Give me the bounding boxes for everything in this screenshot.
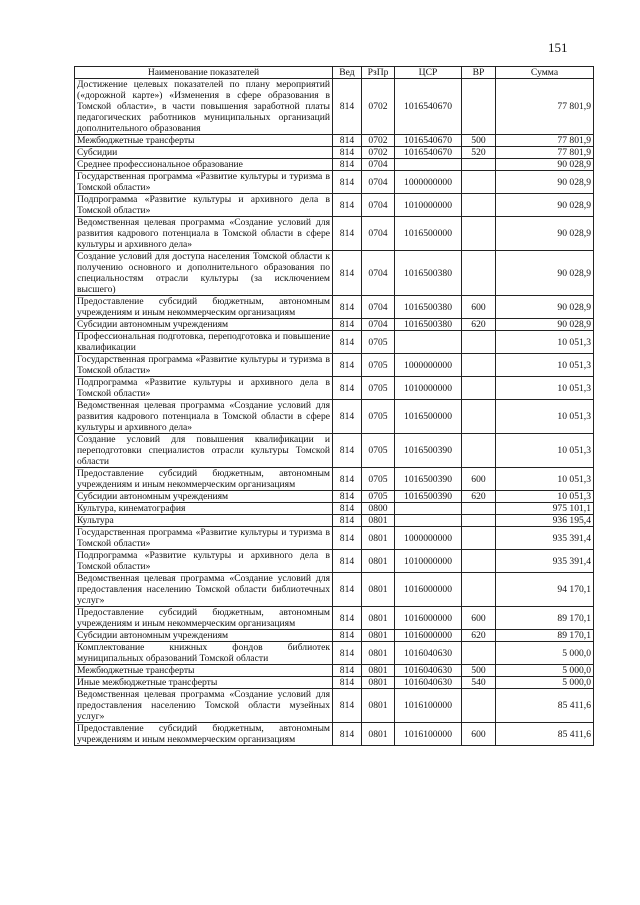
cell-csr: 1016000000	[395, 607, 462, 630]
cell-sum: 85 411,6	[496, 723, 594, 746]
cell-csr	[395, 503, 462, 515]
cell-name: Субсидии	[75, 147, 333, 159]
budget-table	[74, 66, 594, 746]
cell-sum: 77 801,9	[496, 79, 594, 135]
cell-name: Комплектование книжных фондов библиотек муниципальных образований Томской области	[75, 642, 333, 665]
cell-name: Предоставление субсидий бюджетным, автономным учреждениям и иным некоммерческим организациям	[75, 468, 333, 491]
cell-vr	[462, 400, 496, 434]
cell-ved: 814	[333, 377, 362, 400]
cell-name: Ведомственная целевая программа «Создание условий для предоставления населению Томской области библиотечных услуг»	[75, 573, 333, 607]
cell-rzpr: 0702	[362, 147, 395, 159]
cell-rzpr: 0801	[362, 550, 395, 573]
cell-vr: 620	[462, 319, 496, 331]
cell-csr: 1000000000	[395, 171, 462, 194]
cell-csr: 1010000000	[395, 550, 462, 573]
table-row	[75, 217, 594, 251]
cell-sum: 5 000,0	[496, 665, 594, 677]
cell-vr: 600	[462, 607, 496, 630]
cell-name: Государственная программа «Развитие культуры и туризма в Томской области»	[75, 171, 333, 194]
cell-rzpr: 0800	[362, 503, 395, 515]
cell-vr: 600	[462, 723, 496, 746]
cell-rzpr: 0801	[362, 723, 395, 746]
cell-rzpr: 0801	[362, 665, 395, 677]
cell-csr: 1016500000	[395, 217, 462, 251]
table-row	[75, 607, 594, 630]
cell-ved: 814	[333, 642, 362, 665]
cell-name: Государственная программа «Развитие культуры и туризма в Томской области»	[75, 527, 333, 550]
cell-vr: 620	[462, 491, 496, 503]
cell-sum: 10 051,3	[496, 377, 594, 400]
cell-csr: 1016500380	[395, 319, 462, 331]
table-row	[75, 665, 594, 677]
cell-ved: 814	[333, 515, 362, 527]
cell-csr: 1010000000	[395, 377, 462, 400]
cell-ved: 814	[333, 251, 362, 296]
cell-rzpr: 0705	[362, 434, 395, 468]
cell-name: Профессиональная подготовка, переподготовка и повышение квалификации	[75, 331, 333, 354]
column-header-rzpr: РзПр	[362, 67, 395, 79]
cell-csr: 1000000000	[395, 354, 462, 377]
table-row	[75, 147, 594, 159]
cell-ved: 814	[333, 665, 362, 677]
cell-name: Ведомственная целевая программа «Создание условий для развития кадрового потенциала в Томской области в сфере культуры и архивного дела»	[75, 217, 333, 251]
table-row	[75, 550, 594, 573]
cell-rzpr: 0704	[362, 251, 395, 296]
cell-ved: 814	[333, 194, 362, 217]
cell-csr: 1016000000	[395, 630, 462, 642]
cell-name: Создание условий для повышения квалификации и переподготовки специалистов отрасли культуры Томской области	[75, 434, 333, 468]
cell-sum: 90 028,9	[496, 319, 594, 331]
cell-rzpr: 0705	[362, 400, 395, 434]
cell-sum: 10 051,3	[496, 400, 594, 434]
cell-rzpr: 0704	[362, 217, 395, 251]
cell-name: Предоставление субсидий бюджетным, автономным учреждениям и иным некоммерческим организациям	[75, 723, 333, 746]
cell-vr	[462, 377, 496, 400]
cell-rzpr: 0704	[362, 194, 395, 217]
cell-ved: 814	[333, 677, 362, 689]
table-row	[75, 468, 594, 491]
cell-ved: 814	[333, 147, 362, 159]
cell-vr	[462, 527, 496, 550]
cell-vr	[462, 354, 496, 377]
table-row	[75, 503, 594, 515]
cell-csr	[395, 331, 462, 354]
cell-vr	[462, 159, 496, 171]
cell-sum: 90 028,9	[496, 217, 594, 251]
cell-sum: 77 801,9	[496, 147, 594, 159]
cell-sum: 90 028,9	[496, 251, 594, 296]
cell-name: Подпрограмма «Развитие культуры и архивного дела в Томской области»	[75, 194, 333, 217]
cell-vr	[462, 573, 496, 607]
cell-ved: 814	[333, 319, 362, 331]
table-row	[75, 79, 594, 135]
cell-vr: 500	[462, 135, 496, 147]
table-row	[75, 689, 594, 723]
cell-name: Субсидии автономным учреждениям	[75, 319, 333, 331]
cell-rzpr: 0704	[362, 159, 395, 171]
cell-ved: 814	[333, 217, 362, 251]
cell-csr: 1016040630	[395, 665, 462, 677]
cell-vr	[462, 251, 496, 296]
cell-vr	[462, 434, 496, 468]
table-row	[75, 515, 594, 527]
table-row	[75, 354, 594, 377]
cell-ved: 814	[333, 689, 362, 723]
cell-rzpr: 0704	[362, 296, 395, 319]
cell-ved: 814	[333, 468, 362, 491]
cell-vr	[462, 515, 496, 527]
cell-vr	[462, 503, 496, 515]
cell-csr: 1016540670	[395, 79, 462, 135]
cell-sum: 936 195,4	[496, 515, 594, 527]
cell-vr	[462, 194, 496, 217]
cell-ved: 814	[333, 159, 362, 171]
table-row	[75, 527, 594, 550]
cell-csr: 1016500380	[395, 296, 462, 319]
table-row	[75, 491, 594, 503]
cell-rzpr: 0801	[362, 689, 395, 723]
cell-sum: 10 051,3	[496, 491, 594, 503]
cell-rzpr: 0704	[362, 319, 395, 331]
cell-csr	[395, 159, 462, 171]
cell-sum: 89 170,1	[496, 630, 594, 642]
table-header-row	[75, 67, 594, 79]
cell-name: Межбюджетные трансферты	[75, 135, 333, 147]
cell-sum: 90 028,9	[496, 171, 594, 194]
table-row	[75, 319, 594, 331]
cell-rzpr: 0801	[362, 515, 395, 527]
cell-name: Межбюджетные трансферты	[75, 665, 333, 677]
cell-csr: 1000000000	[395, 527, 462, 550]
cell-name: Субсидии автономным учреждениям	[75, 630, 333, 642]
cell-name: Культура, кинематография	[75, 503, 333, 515]
cell-vr	[462, 217, 496, 251]
cell-vr	[462, 689, 496, 723]
cell-sum: 90 028,9	[496, 194, 594, 217]
cell-ved: 814	[333, 354, 362, 377]
table-row	[75, 331, 594, 354]
cell-csr	[395, 515, 462, 527]
table-row	[75, 642, 594, 665]
page-number: 151	[548, 40, 568, 55]
cell-ved: 814	[333, 573, 362, 607]
table-row	[75, 194, 594, 217]
table-row	[75, 171, 594, 194]
cell-rzpr: 0801	[362, 527, 395, 550]
cell-csr: 1016500390	[395, 491, 462, 503]
cell-ved: 814	[333, 630, 362, 642]
cell-vr: 620	[462, 630, 496, 642]
cell-csr: 1016500000	[395, 400, 462, 434]
column-header-sum: Сумма	[496, 67, 594, 79]
cell-sum: 975 101,1	[496, 503, 594, 515]
cell-sum: 85 411,6	[496, 689, 594, 723]
table-row	[75, 159, 594, 171]
column-header-name: Наименование показателей	[75, 67, 333, 79]
column-header-vr: ВР	[462, 67, 496, 79]
cell-ved: 814	[333, 434, 362, 468]
cell-csr: 1010000000	[395, 194, 462, 217]
cell-name: Ведомственная целевая программа «Создание условий для предоставления населению Томской области музейных услуг»	[75, 689, 333, 723]
cell-sum: 90 028,9	[496, 296, 594, 319]
table-row	[75, 434, 594, 468]
cell-csr: 1016100000	[395, 689, 462, 723]
cell-sum: 10 051,3	[496, 354, 594, 377]
cell-rzpr: 0704	[362, 171, 395, 194]
cell-ved: 814	[333, 491, 362, 503]
cell-ved: 814	[333, 400, 362, 434]
table-row	[75, 630, 594, 642]
cell-sum: 94 170,1	[496, 573, 594, 607]
cell-rzpr: 0705	[362, 331, 395, 354]
cell-ved: 814	[333, 503, 362, 515]
cell-name: Ведомственная целевая программа «Создание условий для развития кадрового потенциала в Томской области в сфере культуры и архивного дела»	[75, 400, 333, 434]
cell-csr: 1016500380	[395, 251, 462, 296]
cell-rzpr: 0801	[362, 573, 395, 607]
cell-vr: 520	[462, 147, 496, 159]
cell-rzpr: 0705	[362, 468, 395, 491]
cell-name: Субсидии автономным учреждениям	[75, 491, 333, 503]
cell-rzpr: 0702	[362, 135, 395, 147]
cell-name: Создание условий для доступа населения Томской области к получению основного и дополнительного образования по специальностям отрасли культуры (за исключением высшего)	[75, 251, 333, 296]
table-row	[75, 377, 594, 400]
cell-rzpr: 0702	[362, 79, 395, 135]
cell-name: Предоставление субсидий бюджетным, автономным учреждениям и иным некоммерческим организациям	[75, 607, 333, 630]
cell-sum: 10 051,3	[496, 468, 594, 491]
cell-vr: 600	[462, 468, 496, 491]
table-row	[75, 723, 594, 746]
cell-csr: 1016040630	[395, 677, 462, 689]
cell-csr: 1016500390	[395, 434, 462, 468]
cell-name: Иные межбюджетные трансферты	[75, 677, 333, 689]
cell-ved: 814	[333, 527, 362, 550]
cell-ved: 814	[333, 135, 362, 147]
cell-name: Подпрограмма «Развитие культуры и архивного дела в Томской области»	[75, 377, 333, 400]
cell-rzpr: 0801	[362, 630, 395, 642]
table-row	[75, 251, 594, 296]
cell-rzpr: 0705	[362, 377, 395, 400]
cell-name: Среднее профессиональное образование	[75, 159, 333, 171]
cell-name: Подпрограмма «Развитие культуры и архивного дела в Томской области»	[75, 550, 333, 573]
cell-csr: 1016500390	[395, 468, 462, 491]
column-header-ved: Вед	[333, 67, 362, 79]
cell-ved: 814	[333, 171, 362, 194]
cell-csr: 1016540670	[395, 135, 462, 147]
cell-vr: 500	[462, 665, 496, 677]
cell-rzpr: 0801	[362, 607, 395, 630]
cell-sum: 10 051,3	[496, 434, 594, 468]
cell-vr	[462, 171, 496, 194]
cell-ved: 814	[333, 607, 362, 630]
cell-vr	[462, 550, 496, 573]
cell-sum: 935 391,4	[496, 550, 594, 573]
cell-name: Государственная программа «Развитие культуры и туризма в Томской области»	[75, 354, 333, 377]
cell-vr	[462, 79, 496, 135]
cell-rzpr: 0705	[362, 491, 395, 503]
cell-rzpr: 0801	[362, 677, 395, 689]
cell-name: Предоставление субсидий бюджетным, автономным учреждениям и иным некоммерческим организациям	[75, 296, 333, 319]
cell-csr: 1016540670	[395, 147, 462, 159]
cell-vr	[462, 642, 496, 665]
cell-csr: 1016100000	[395, 723, 462, 746]
cell-sum: 5 000,0	[496, 642, 594, 665]
cell-rzpr: 0801	[362, 642, 395, 665]
cell-rzpr: 0705	[362, 354, 395, 377]
cell-name: Достижение целевых показателей по плану мероприятий («дорожной карте») «Изменения в сфере образования в Томской области», в части повышения заработной платы педагогических работников муниципальных организаций дополнительного образования	[75, 79, 333, 135]
cell-vr: 600	[462, 296, 496, 319]
cell-sum: 5 000,0	[496, 677, 594, 689]
cell-sum: 89 170,1	[496, 607, 594, 630]
table-row	[75, 296, 594, 319]
table-row	[75, 135, 594, 147]
table-row	[75, 573, 594, 607]
cell-vr: 540	[462, 677, 496, 689]
table-row	[75, 400, 594, 434]
cell-name: Культура	[75, 515, 333, 527]
cell-csr: 1016040630	[395, 642, 462, 665]
column-header-csr: ЦСР	[395, 67, 462, 79]
table-row	[75, 677, 594, 689]
cell-sum: 10 051,3	[496, 331, 594, 354]
cell-ved: 814	[333, 296, 362, 319]
cell-ved: 814	[333, 331, 362, 354]
cell-vr	[462, 331, 496, 354]
cell-sum: 935 391,4	[496, 527, 594, 550]
cell-csr: 1016000000	[395, 573, 462, 607]
cell-sum: 90 028,9	[496, 159, 594, 171]
cell-sum: 77 801,9	[496, 135, 594, 147]
cell-ved: 814	[333, 550, 362, 573]
cell-ved: 814	[333, 723, 362, 746]
cell-ved: 814	[333, 79, 362, 135]
